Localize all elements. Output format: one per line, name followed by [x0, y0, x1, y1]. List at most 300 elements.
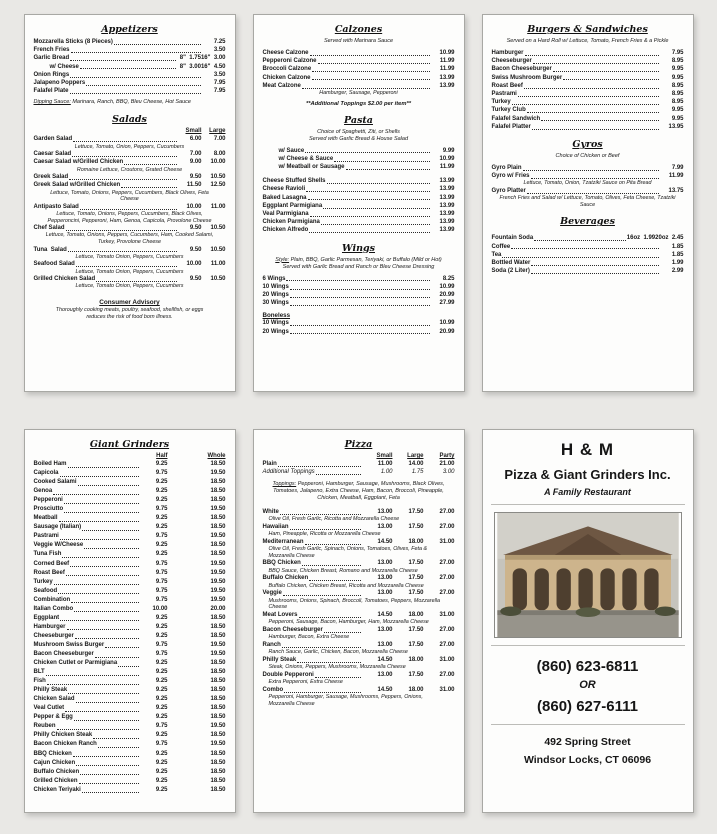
menu-item-row [263, 74, 455, 82]
menu-item-row [34, 614, 226, 623]
item-description: Lettuce, Tomato Onion, Peppers, Cucumbers [75, 283, 184, 290]
calzones-items [263, 49, 455, 97]
item-price: 19.50 [210, 723, 226, 730]
dot-leader [305, 152, 429, 153]
menu-item-row [263, 185, 455, 193]
menu-item-row [34, 63, 226, 71]
dot-leader [82, 530, 138, 531]
item-price: 19.50 [210, 641, 226, 648]
menu-top-row [0, 14, 717, 392]
item-price: 17.50 [408, 590, 424, 597]
dipping-sauce-text: Marinara, Ranch, BBQ, Bleu Cheese, Hot Sauce [70, 99, 191, 106]
item-name: Swiss Mushroom Burger [491, 74, 563, 81]
item-name: w/ Sauce [278, 147, 305, 154]
item-price: 27.00 [439, 575, 455, 582]
item-description: Olive Oil, Fresh Garlic, Spinach, Onions, Tomatoes, Olives, Feta & Mozzarella Cheese [268, 546, 428, 559]
menu-item-row [34, 150, 226, 158]
consumer-advisory-title: Consumer Advisory [99, 298, 160, 306]
pizza-header-large: Large [407, 453, 424, 459]
item-name: Pastrami [33, 533, 59, 540]
dot-leader [315, 677, 361, 678]
gyros-subtitle: Choice of Chicken or Beef [555, 153, 620, 160]
item-name: Gyro Plain [491, 165, 522, 172]
item-price: 11.99 [439, 66, 455, 73]
item-price: 18.50 [210, 551, 226, 558]
dot-leader [533, 63, 659, 64]
item-price: 10.50 [210, 225, 226, 232]
appetizers-title: Appetizers [101, 24, 158, 35]
item-name: Mozzarella Sticks (8 Pieces) [33, 39, 113, 45]
item-name: French Fries [33, 47, 70, 54]
dot-leader [310, 55, 430, 56]
item-name: Capicola [33, 470, 59, 477]
item-price: 18.00 [408, 538, 424, 545]
phone-number-2: (860) 627-6111 [537, 698, 638, 715]
dot-leader [68, 467, 139, 468]
appetizers-items [34, 38, 226, 95]
item-price: 19.50 [210, 578, 226, 585]
dot-leader [65, 711, 138, 712]
dot-leader [73, 756, 139, 757]
dot-leader [312, 79, 430, 80]
item-price: 18.50 [210, 623, 226, 630]
item-name: Philly Chicken Steak [33, 732, 93, 739]
item-description: Lettuce, Tomato Onion, Peppers, Cucumbers [75, 253, 184, 260]
item-name: Veggie W/Cheese [33, 542, 84, 549]
menu-item-row [263, 57, 455, 65]
city-state-zip: Windsor Locks, CT 06096 [523, 754, 652, 766]
item-name: Meat Calzone [262, 82, 301, 89]
item-price: 18.50 [210, 660, 226, 667]
dot-leader [531, 273, 659, 274]
dot-leader [531, 265, 658, 266]
item-description: Olive Oil, Fresh Garlic, Ricotta and Mozzarella Cheese [268, 516, 400, 523]
menu-item-row [263, 559, 455, 567]
item-price: 9.75 [155, 506, 168, 513]
item-price: 9.25 [155, 488, 168, 495]
item-price: 9.25 [155, 732, 168, 739]
menu-item-row [34, 523, 226, 532]
dot-leader [71, 52, 201, 53]
item-price: 9.00 [189, 159, 202, 166]
item-price: 10.00 [186, 203, 202, 210]
menu-item-row [263, 468, 455, 476]
menu-item-row [263, 641, 455, 649]
item-name: Philly Steak [262, 657, 297, 663]
menu-item-row [263, 65, 455, 73]
item-price: 9.25 [155, 497, 168, 504]
menu-item-row [34, 87, 226, 95]
item-price: 9.25 [155, 479, 168, 486]
dot-leader [68, 693, 138, 694]
item-name: Roast Beef [491, 82, 523, 89]
grinders-column-headers [34, 453, 226, 459]
menu-item-row [34, 659, 226, 668]
menu-item-row [34, 596, 226, 605]
dot-leader [302, 88, 430, 89]
item-price: 13.00 [377, 523, 393, 530]
item-price: 18.50 [210, 777, 226, 784]
menu-item-row [34, 532, 226, 541]
menu-item-row [34, 587, 226, 596]
menu-item-row [492, 172, 684, 180]
item-name: Grilled Chicken [33, 777, 78, 784]
consumer-advisory-text: Thoroughly cooking meats, poultry, seafood, shellfish, or eggs reduces the risk of food born illness. [55, 306, 204, 320]
item-name: 6 Wings [262, 275, 286, 282]
menu-item-row [34, 722, 226, 731]
pizza-base-items [263, 460, 455, 477]
restaurant-tagline: A Family Restaurant [544, 487, 631, 497]
item-name: Tuna Salad [33, 246, 67, 253]
item-name: Italian Combo [33, 605, 74, 612]
item-price: 1.00 [380, 469, 393, 476]
item-name: Baked Lasagna [262, 194, 307, 201]
dot-leader [534, 240, 626, 241]
dot-leader [78, 485, 139, 486]
item-name: Bacon Cheeseburger [262, 627, 323, 633]
item-price: 9.50 [189, 276, 202, 283]
menu-item-row [34, 246, 226, 254]
dot-leader [286, 280, 429, 281]
dot-leader [84, 548, 138, 549]
item-name: 10 Wings [262, 320, 289, 327]
dot-leader [290, 289, 430, 290]
menu-item-row [263, 291, 455, 299]
item-price: 13.99 [439, 74, 455, 81]
menu-item-row [263, 460, 455, 468]
item-price: 9.25 [155, 777, 168, 784]
item-name: Additional Toppings [262, 469, 315, 476]
menu-item-row [263, 626, 455, 634]
item-price: 9.50 [189, 174, 202, 181]
restaurant-name-short: H & M [560, 440, 615, 459]
dot-leader [310, 216, 430, 217]
item-name: BBQ Chicken [262, 560, 301, 567]
item-name: Pastrami [491, 91, 517, 98]
item-price: 9.25 [155, 623, 168, 630]
dot-leader [305, 544, 361, 545]
item-price: 13.99 [439, 202, 455, 209]
item-name: Hamburger [33, 623, 66, 630]
menu-item-row [34, 71, 226, 79]
item-price: 7.99 [671, 165, 684, 172]
item-price: 9.95 [671, 115, 684, 122]
dot-leader [280, 514, 361, 515]
gyros-title: Gyros [572, 139, 603, 151]
item-price: 9.95 [671, 66, 684, 73]
item-price: 9.25 [155, 786, 168, 793]
item-name: Buffalo Chicken [33, 768, 80, 775]
panel-burgers-gyros-beverages [482, 14, 694, 392]
item-price: 31.00 [439, 538, 455, 545]
item-price: 16" 3.00 [200, 55, 226, 62]
dot-leader [523, 170, 659, 171]
dot-leader [64, 503, 139, 504]
pasta-subtitle-1: Choice of Spaghetti, Ziti, or Shells [317, 128, 400, 135]
item-name: Turkey [491, 99, 511, 106]
item-name: Corned Beef [33, 560, 70, 567]
item-name: Sausage (Italian) [33, 524, 82, 531]
menu-item-row [263, 218, 455, 226]
panel-calzones-pasta-wings [253, 14, 465, 392]
pizza-toppings-label: Toppings: [272, 480, 297, 487]
item-description: Lettuce, Tomato, Onions, Peppers, Cucumbers, Ham, Cooked Salami, Turkey, Provolone Cheese [45, 232, 214, 245]
item-price: 9.50 [189, 246, 202, 253]
menu-item-row [34, 46, 226, 54]
pizza-header-party: Party [439, 453, 455, 459]
item-name: BBQ Chicken [33, 750, 72, 757]
item-price: 9.25 [155, 750, 168, 757]
item-name: Bottled Water [491, 260, 531, 267]
menu-item-row [34, 203, 226, 211]
menu-item-row [34, 550, 226, 559]
menu-item-row [263, 202, 455, 210]
dot-leader [308, 199, 430, 200]
dot-leader [71, 602, 138, 603]
dot-leader [309, 580, 360, 581]
item-price: 8.95 [671, 91, 684, 98]
item-price: 18.50 [210, 479, 226, 486]
item-price: 11.99 [668, 173, 684, 180]
dot-leader [60, 620, 138, 621]
item-price: 10.00 [210, 159, 226, 166]
dot-leader [334, 161, 429, 162]
item-price: 9.95 [671, 74, 684, 81]
dot-leader [290, 297, 430, 298]
item-price: 13.00 [377, 575, 393, 582]
item-price: 27.00 [439, 642, 455, 648]
dot-leader [316, 474, 361, 475]
boneless-subheading: Boneless [262, 312, 291, 320]
item-name: 30 Wings [262, 300, 289, 307]
dot-leader [105, 647, 138, 648]
item-price: 9.25 [155, 632, 168, 639]
dot-leader [502, 257, 658, 258]
menu-item-row [492, 267, 684, 275]
item-price: 14.50 [377, 687, 393, 693]
menu-item-row [263, 82, 455, 90]
item-price: 9.75 [155, 650, 168, 657]
item-price: 27.00 [439, 590, 455, 597]
item-price: 9.75 [155, 741, 168, 748]
item-price: 27.00 [439, 560, 455, 567]
item-price: 11.99 [439, 58, 455, 65]
item-price: 11.50 [186, 182, 202, 189]
item-price: 18.50 [210, 786, 226, 793]
item-price: 18.50 [210, 705, 226, 712]
menu-item-row [34, 740, 226, 749]
menu-item-row [34, 569, 226, 578]
salads-items [34, 135, 226, 290]
dot-leader [318, 63, 430, 64]
item-price: 16" 4.50 [200, 63, 226, 70]
item-price: 19.50 [210, 596, 226, 603]
item-price: 18.50 [210, 632, 226, 639]
item-price: 9.25 [155, 551, 168, 558]
menu-item-row [492, 98, 684, 106]
item-price: 10.00 [152, 605, 168, 612]
item-price: 9.25 [155, 515, 168, 522]
item-price: 8" 3.00 [179, 63, 201, 70]
item-name: Plain [262, 461, 277, 467]
menu-item-row [263, 283, 455, 291]
dot-leader [58, 593, 138, 594]
item-price: 9.25 [155, 687, 168, 694]
item-name: Greek Salad [33, 174, 69, 181]
item-price: 8.95 [671, 99, 684, 106]
item-name: Cheese Stuffed Shells [262, 178, 326, 185]
item-price: 18.50 [210, 714, 226, 721]
item-description: Lettuce, Tomato, Onions, Peppers, Cucumbers, Black Olives, Feta Cheese [50, 189, 209, 203]
menu-item-row [34, 173, 226, 181]
item-name: Grilled Chicken Salad [33, 276, 96, 283]
menu-item-row [263, 49, 455, 57]
item-name: Combination [33, 596, 71, 603]
salads-title: Salads [112, 114, 147, 126]
item-price: 13.99 [439, 194, 455, 201]
dot-leader [124, 164, 176, 165]
item-price: 14.50 [377, 612, 393, 618]
item-price: 31.00 [439, 657, 455, 663]
item-price: 21.00 [439, 461, 455, 467]
menu-item-row [263, 299, 455, 307]
menu-bottom-row [0, 429, 717, 813]
dot-leader [290, 305, 430, 306]
menu-item-row [34, 541, 226, 550]
menu-item-row [263, 589, 455, 597]
item-name: Falafel Sandwich [491, 115, 541, 122]
item-name: Hawaiian [262, 523, 289, 530]
item-name: Fountain Soda [491, 235, 534, 242]
boneless-wings-items [263, 319, 455, 335]
menu-item-row [34, 650, 226, 659]
item-name: Gyro w/ Fries [491, 173, 530, 180]
item-price: 17.50 [408, 672, 424, 678]
item-name: 20 Wings [262, 292, 289, 299]
item-price: 13.00 [377, 590, 393, 597]
item-price: 27.99 [439, 300, 455, 307]
item-price: 12.50 [210, 182, 226, 189]
item-price: 11.00 [377, 461, 393, 467]
dot-leader [95, 657, 139, 658]
dot-leader [66, 575, 139, 576]
dot-leader [75, 638, 139, 639]
item-price: 13.99 [439, 211, 455, 218]
menu-item-row [34, 695, 226, 704]
item-price: 27.00 [439, 523, 455, 530]
grinders-header-half: Half [156, 453, 168, 459]
dot-leader [64, 512, 138, 513]
dot-leader [79, 783, 139, 784]
wings-title: Wings [341, 242, 375, 254]
item-price: 7.00 [213, 136, 226, 143]
item-name: Chicken Teriyaki [33, 786, 81, 793]
item-name: Prosciutto [33, 506, 64, 513]
item-price: 1.85 [671, 251, 684, 258]
menu-item-row [263, 275, 455, 283]
dot-leader [282, 647, 361, 648]
item-name: Falafel Plate [33, 88, 69, 95]
item-price: 9.25 [155, 524, 168, 531]
dot-leader [57, 729, 139, 730]
item-name: Seafood [33, 587, 58, 594]
item-name: Caesar Salad [33, 151, 72, 158]
item-price: 13.95 [668, 123, 684, 130]
item-name: Veal Cutlet [33, 705, 65, 712]
item-name: Buffalo Chicken [262, 575, 309, 582]
dot-leader [511, 248, 658, 249]
item-name: Ranch [262, 642, 281, 648]
dot-leader [96, 281, 176, 282]
item-price: 7.95 [213, 80, 226, 87]
item-description: Ham, Pineapple, Ricotta or Mozzarella Cheese [268, 531, 381, 538]
item-price: 18.50 [210, 614, 226, 621]
dot-leader [53, 494, 138, 495]
item-price: 18.50 [210, 515, 226, 522]
item-price: 1.75 [411, 469, 424, 476]
dot-leader [121, 187, 176, 188]
grinders-items [34, 460, 226, 795]
dot-leader [531, 178, 659, 179]
dot-leader [98, 747, 139, 748]
menu-item-row [263, 671, 455, 679]
menu-item-row [34, 79, 226, 87]
item-price: 2.99 [671, 268, 684, 275]
item-description: French Fries and Salad w/ Lettuce, Tomato, Olives, Feta Cheese, Tzatziki Sauce [499, 195, 676, 208]
dot-leader [532, 129, 659, 130]
item-price: 10.00 [186, 261, 202, 268]
dot-leader [70, 93, 201, 94]
item-price: 1.99 [671, 260, 684, 267]
menu-item-row [263, 177, 455, 185]
item-name: Seafood Salad [33, 261, 75, 268]
item-price: 10.99 [439, 155, 455, 162]
item-price: 14.50 [377, 538, 393, 545]
item-name: Antipasto Salad [33, 203, 79, 210]
dipping-sauce-label: Dipping Sauce: [33, 99, 71, 106]
wings-style-line [263, 257, 455, 264]
item-price: 10.50 [210, 246, 226, 253]
gyros-items [492, 164, 684, 208]
item-price: 18.50 [210, 696, 226, 703]
grinders-header-whole: Whole [207, 453, 226, 459]
item-price: 13.00 [377, 672, 393, 678]
item-price: 18.50 [210, 732, 226, 739]
item-description: Pepperoni, Sausage, Bacon, Hamburger, Ham, Mozzarella Cheese [268, 619, 429, 626]
pizza-title: Pizza [344, 439, 373, 450]
dot-leader [80, 209, 177, 210]
dot-leader [114, 44, 201, 45]
dot-leader [70, 60, 176, 61]
calzones-title: Calzones [334, 24, 383, 35]
menu-item-row [34, 750, 226, 759]
item-name: Bacon Cheeseburger [33, 650, 94, 657]
item-name: Chicken Salad [33, 696, 75, 703]
item-price: 14.50 [377, 657, 393, 663]
menu-item-row [34, 181, 226, 189]
pasta-items [263, 177, 455, 234]
menu-item-row [34, 260, 226, 268]
dot-leader [525, 55, 659, 56]
item-name: Meat Lovers [262, 612, 298, 618]
item-price: 9.25 [155, 660, 168, 667]
dot-leader [73, 141, 176, 142]
dot-leader [80, 774, 138, 775]
dot-leader [527, 193, 659, 194]
item-price: 27.00 [439, 508, 455, 515]
item-name: Veggie [262, 590, 282, 597]
item-price: 9.75 [155, 596, 168, 603]
